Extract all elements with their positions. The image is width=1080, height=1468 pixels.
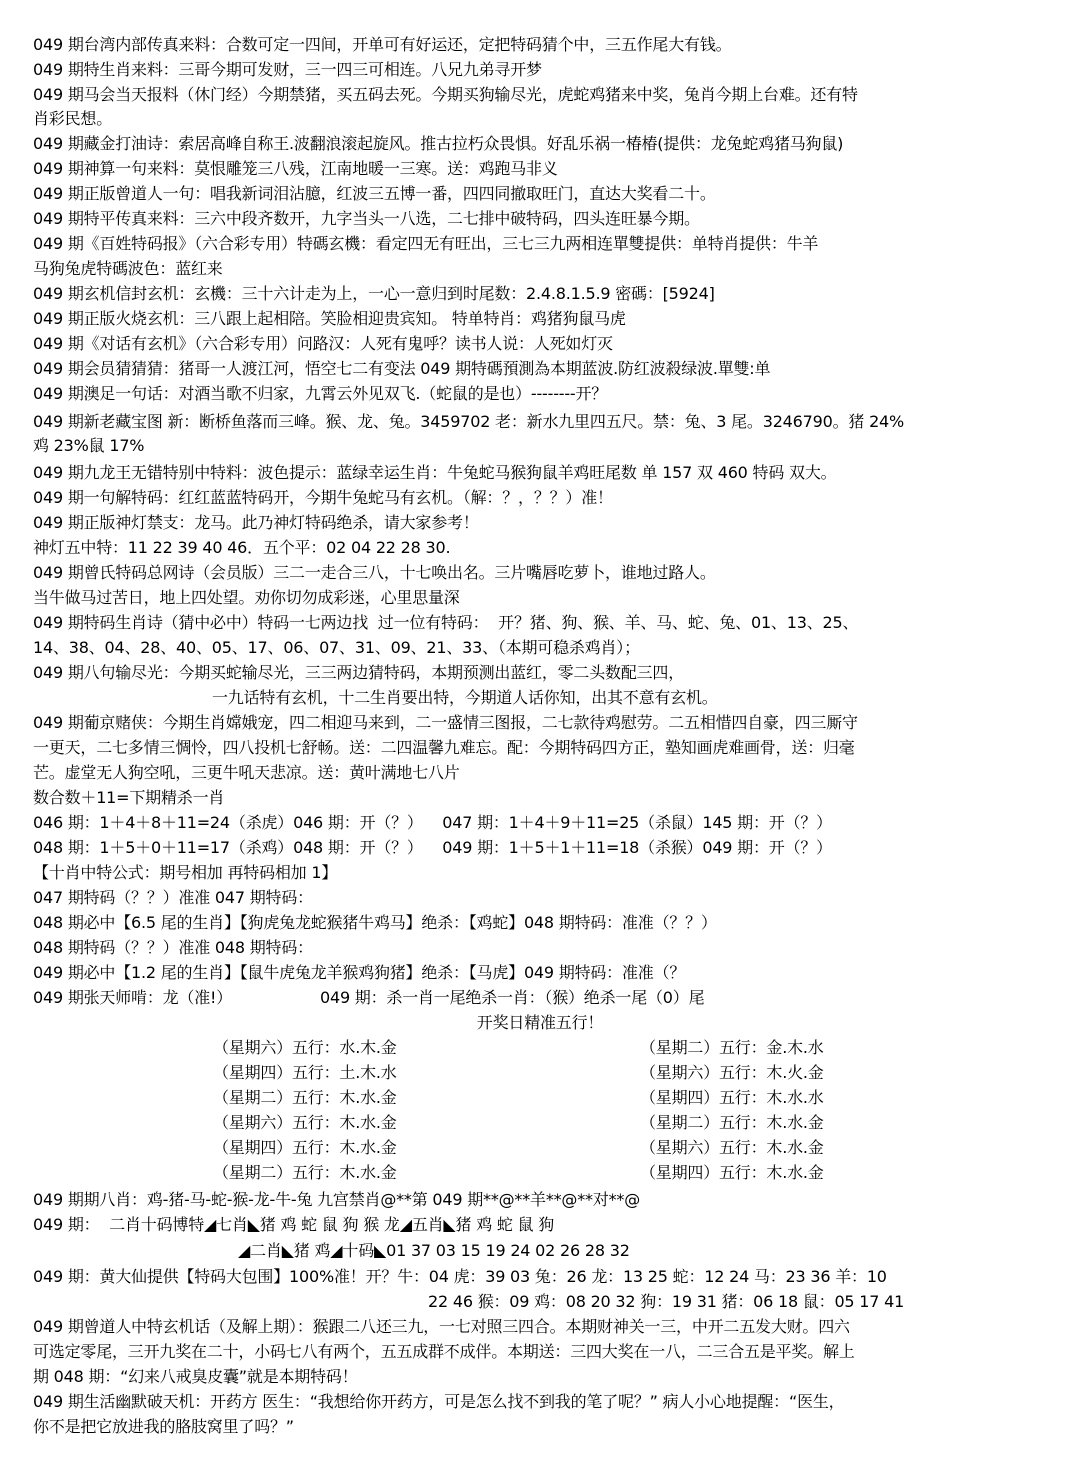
text-line: 你不是把它放进我的胳肢窝里了吗？” — [33, 1417, 294, 1436]
text-line: 049 期生活幽默破天机：开药方 医生：“我想给你开药方，可是怎么找不到我的笔了呢？” 病人小心地提醒：“医生， — [33, 1392, 845, 1411]
text-line: 049 期正版神灯禁支：龙马。此乃神灯特码绝杀，请大家参考！ — [33, 513, 479, 532]
text-line: 048 期必中【6.5 尾的生肖】【狗虎兔龙蛇猴猪牛鸡马】绝杀：【鸡蛇】048 期特码：准准（？？） — [33, 913, 717, 932]
wuxing-right: （星期二）五行：金.木.水 — [640, 1038, 824, 1057]
text-line: 049 期特平传真来料：三六中段齐数开，九字当头一八选，二七排中破特码，四头连旺暴今期。 — [33, 209, 700, 228]
text-line: 049 期期八肖：鸡-猪-马-蛇-猴-龙-牛-兔 九宫禁肖@**第 049 期**@**羊**@**对**@ — [33, 1190, 641, 1209]
text-line: 049 期《百姓特码报》（六合彩专用）特碼玄機：看定四无有旺出，三七三九两相连單雙提供：单特肖提供：牛羊 — [33, 234, 819, 253]
wuxing-right: （星期六）五行：木.火.金 — [640, 1063, 824, 1082]
wuxing-left: （星期四）五行：土.木.水 — [213, 1063, 397, 1082]
text-line: 049 期特生肖来料：三哥今期可发财，三一四三可相连。八兄九弟寻开梦 — [33, 60, 542, 79]
text-line: 049 期：黄大仙提供【特码大包围】100%准！开？牛：04 虎：39 03 兔：26 龙：13 25 蛇：12 24 马：23 36 羊：10 — [33, 1267, 887, 1286]
text-line: ◢二肖◣猪 鸡◢十码◣01 37 03 15 19 24 02 26 28 32 — [238, 1241, 630, 1260]
text-line: 049 期张天师啃：龙（准!） 049 期：杀一肖一尾绝杀一肖：（猴）绝杀一尾（0）尾 — [33, 988, 705, 1007]
text-line: 046 期：1＋4＋8＋11=24（杀虎）046 期：开（？） 047 期：1＋4＋9＋11=25（杀鼠）145 期：开（？） — [33, 813, 832, 832]
text-line: 22 46 猴：09 鸡：08 20 32 狗：19 31 猪：06 18 鼠：05 17 41 — [428, 1292, 905, 1311]
wuxing-right: （星期四）五行：木.水.水 — [640, 1088, 824, 1107]
text-line: 一更天，二七多情三惆怜，四八投机七舒畅。送：二四温馨九难忘。配：今期特码四方正，塾知画虎难画骨，送：归毫 — [33, 738, 855, 757]
text-line: 049 期曾氏特码总网诗（会员版）三二一走合三八，十七唤出名。三片嘴唇吃萝卜，谁地过路人。 — [33, 563, 716, 582]
text-line: 当牛做马过苦日，地上四处望。劝你切勿成彩迷，心里思量深 — [33, 588, 460, 607]
wuxing-left: （星期二）五行：木.水.金 — [213, 1163, 397, 1182]
text-line: 芒。虚堂无人狗空吼，三更牛吼天悲凉。送：黄叶满地七八片 — [33, 763, 460, 782]
wuxing-right: （星期二）五行：木.水.金 — [640, 1113, 824, 1132]
text-line: 期 048 期：“幻来八戒臭皮囊”就是本期特码！ — [33, 1367, 358, 1386]
text-line: 【十肖中特公式：期号相加 再特码相加 1】 — [33, 863, 338, 882]
wuxing-left: （星期六）五行：木.水.金 — [213, 1113, 397, 1132]
text-line: 049 期八句输尽光：今期买蛇输尽光，三三两边猜特码，本期预测出蓝红，零二头数配三四， — [33, 663, 685, 682]
text-line: 049 期玄机信封玄机：玄機：三十六计走为上，一心一意归到时尾数：2.4.8.1.5.9 密碼：[5924] — [33, 284, 715, 303]
text-line: 049 期新老藏宝图 新：断桥鱼落而三峰。猴、龙、兔。3459702 老：新水九里四五尺。禁：兔、3 尾。3246790。猪 24% — [33, 412, 905, 431]
wuxing-left: （星期四）五行：木.水.金 — [213, 1138, 397, 1157]
wuxing-left: （星期六）五行：水.木.金 — [213, 1038, 397, 1057]
text-line: 神灯五中特：11 22 39 40 46．五个平：02 04 22 28 30. — [33, 538, 451, 557]
section-heading: 开奖日精准五行！ — [476, 1013, 604, 1032]
text-line: 049 期正版曾道人一句：唱我新词泪沾臆，红波三五博一番，四四同撤取旺门，直达大奖看二十。 — [33, 184, 716, 203]
text-line: 048 期：1＋5＋0＋11=17（杀鸡）048 期：开（？） 049 期：1＋5＋1＋11=18（杀猴）049 期：开（？） — [33, 838, 832, 857]
text-line: 一九话特有玄机，十二生肖要出特，今期道人话你知，出其不意有玄机。 — [212, 688, 718, 707]
text-line: 可选定零尾，三开九奖在二十，小码七八有两个，五五成群不成伴。本期送：三四大奖在一八，二三合五是平奖。解上 — [33, 1342, 855, 1361]
text-line: 049 期马会当天报料（休门经）今期禁猪，买五码去死。今期买狗输尽光，虎蛇鸡猪来中奖，兔肖今期上台难。还有特 — [33, 85, 858, 104]
wuxing-right: （星期六）五行：木.水.金 — [640, 1138, 824, 1157]
text-line: 049 期： 二肖十码博特◢七肖◣猪 鸡 蛇 鼠 狗 猴 龙◢五肖◣猪 鸡 蛇 鼠 狗 — [33, 1215, 555, 1234]
text-line: 049 期会员猜猜猜：猪哥一人渡江河，悟空七二有变法 049 期特碼預測為本期蓝波.防红波殺绿波.單雙:单 — [33, 359, 771, 378]
text-line: 049 期特码生肖诗（猜中必中）特码一七两边找 过一位有特码： 开？猪、狗、猴、羊、马、蛇、兔、01、13、25、 — [33, 613, 859, 632]
text-line: 049 期正版火烧玄机：三八跟上起相陪。笑脸相迎贵宾知。 特单特肖：鸡猪狗鼠马虎 — [33, 309, 626, 328]
text-line: 049 期葡京赌侠：今期生肖嫦娥宠，四二相迎马来到，二一盛情三图报，二七款待鸡慰劳。二五相惜四自豪，四三厮守 — [33, 713, 858, 732]
text-line: 049 期藏金打油诗：索居高峰自称王.波翻浪滚起旋风。推古拉朽众畏惧。好乱乐祸一椿椿(提供：龙兔蛇鸡猪马狗鼠) — [33, 134, 844, 153]
text-line: 14、38、04、28、40、05、17、06、07、31、09、21、33、（本期可稳杀鸡肖）； — [33, 638, 640, 657]
text-line: 048 期特码（？？）准准 048 期特码： — [33, 938, 313, 957]
text-line: 049 期神算一句来料：莫恨雕笼三八残，江南地暖一三寒。送：鸡跑马非义 — [33, 159, 558, 178]
text-line: 049 期澳足一句话：对酒当歌不归家，九霄云外见双飞.（蛇鼠的是也）--------开？ — [33, 384, 608, 403]
text-line: 肖彩民想。 — [33, 109, 113, 128]
text-line: 049 期一句解特码：红红蓝蓝特码开，今期牛兔蛇马有玄机。（解：？，？？）准！ — [33, 488, 613, 507]
text-line: 049 期必中【1.2 尾的生肖】【鼠牛虎兔龙羊猴鸡狗猪】绝杀：【马虎】049 期特码：准准（？ — [33, 963, 686, 982]
text-line: 047 期特码（？？）准准 047 期特码： — [33, 888, 313, 907]
text-line: 049 期《对话有玄机》（六合彩专用）问路汉：人死有鬼呼？读书人说：人死如灯灭 — [33, 334, 613, 353]
text-line: 049 期台湾内部传真来料：合数可定一四间，开单可有好运还，定把特码猜个中，三五作尾大有钱。 — [33, 35, 732, 54]
text-line: 049 期曾道人中特玄机话（及解上期）：猴跟二八还三九，一七对照三四合。本期财神关一三，中开二五发大财。四六 — [33, 1317, 850, 1336]
text-line: 马狗兔虎特碼波色：蓝红来 — [33, 259, 223, 278]
wuxing-left: （星期二）五行：木.水.金 — [213, 1088, 397, 1107]
text-line: 数合数＋11=下期精杀一肖 — [33, 788, 225, 807]
text-line: 鸡 23%鼠 17% — [33, 436, 145, 455]
text-line: 049 期九龙王无错特别中特料：波色提示：蓝绿幸运生肖：牛兔蛇马猴狗鼠羊鸡旺尾数 单 157 双 460 特码 双大。 — [33, 463, 837, 482]
wuxing-right: （星期四）五行：木.水.金 — [640, 1163, 824, 1182]
